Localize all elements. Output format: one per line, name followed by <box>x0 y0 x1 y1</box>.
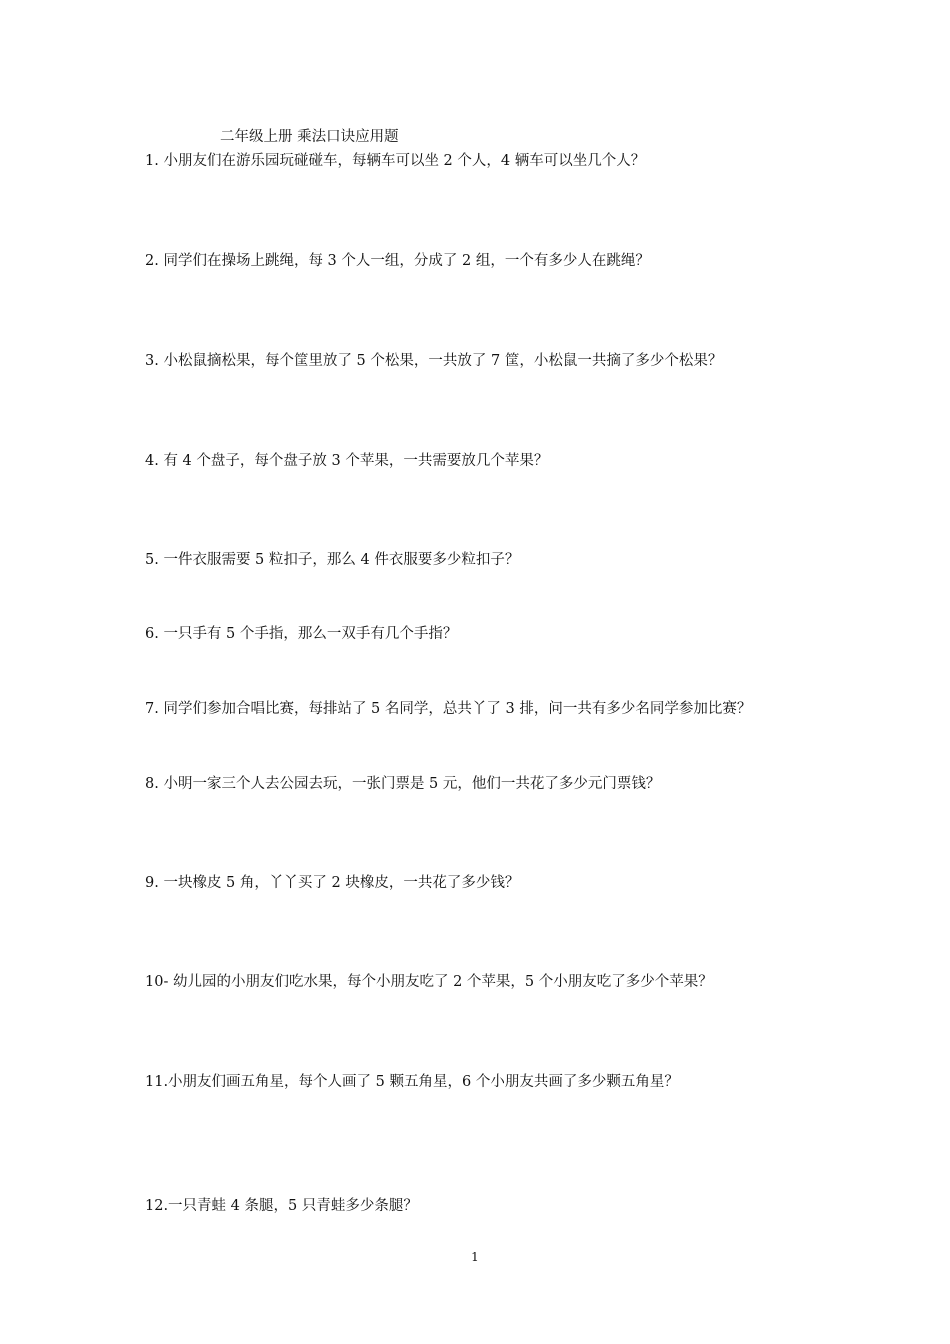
question-11: 11.小朋友们画五角星，每个人画了 5 颗五角星，6 个小朋友共画了多少颗五角星？ <box>145 1074 679 1090</box>
question-5: 5. 一件衣服需要 5 粒扣子，那么 4 件衣服要多少粒扣子？ <box>145 552 520 568</box>
question-7: 7. 同学们参加合唱比赛，每排站了 5 名同学，总共丫了 3 排，问一共有多少名同学参加比赛？ <box>145 701 752 717</box>
question-8: 8. 小明一家三个人去公园去玩，一张门票是 5 元，他们一共花了多少元门票钱？ <box>145 776 661 792</box>
question-6: 6. 一只手有 5 个手指，那么一双手有几个手指？ <box>145 626 458 642</box>
document-title: 二年级上册 乘法口诀应用题 <box>220 129 399 145</box>
page-number: 1 <box>471 1250 479 1264</box>
question-2: 2. 同学们在操场上跳绳，每 3 个人一组，分成了 2 组，一个有多少人在跳绳？ <box>145 253 650 269</box>
question-3: 3. 小松鼠摘松果，每个筐里放了 5 个松果，一共放了 7 筐，小松鼠一共摘了多少个松果？ <box>145 353 723 369</box>
question-4: 4. 有 4 个盘子，每个盘子放 3 个苹果，一共需要放几个苹果？ <box>145 453 549 469</box>
question-12: 12.一只青蛙 4 条腿，5 只青蛙多少条腿？ <box>145 1198 418 1214</box>
question-1: 1. 小朋友们在游乐园玩碰碰车，每辆车可以坐 2 个人，4 辆车可以坐几个人？ <box>145 153 646 169</box>
question-10: 10- 幼儿园的小朋友们吃水果，每个小朋友吃了 2 个苹果，5 个小朋友吃了多少个苹果？ <box>145 974 713 990</box>
question-9: 9. 一块橡皮 5 角，丫丫买了 2 块橡皮，一共花了多少钱？ <box>145 875 520 891</box>
